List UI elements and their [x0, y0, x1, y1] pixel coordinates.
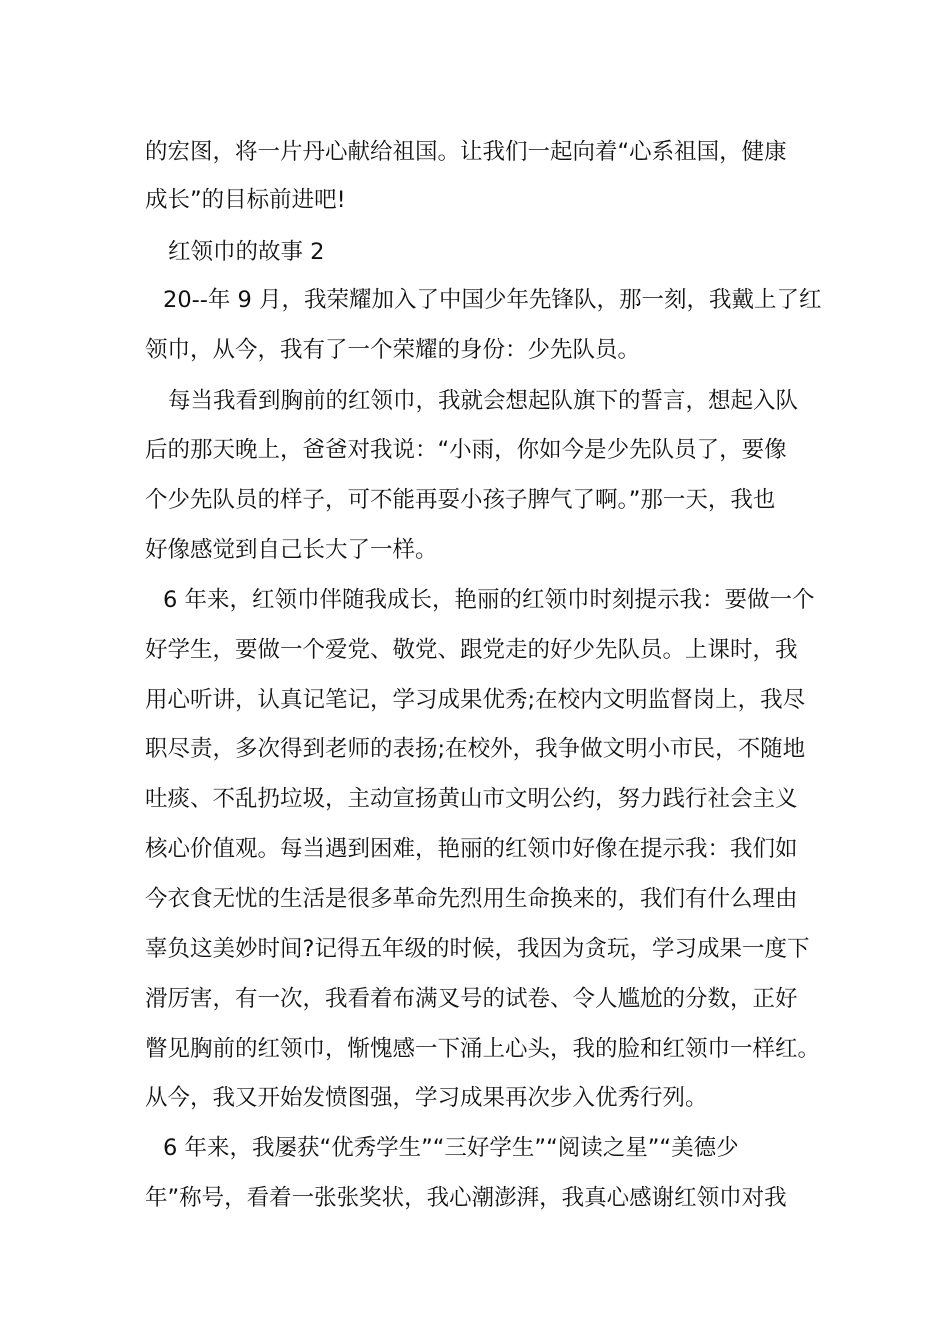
paragraph-line: 今衣食无忧的生活是很多革命先烈用生命换来的，我们有什么理由	[145, 886, 798, 912]
paragraph-line: 年”称号，看着一张张奖状，我心潮澎湃，我真心感谢红领巾对我	[145, 1185, 787, 1211]
paragraph-line: 个少先队员的样子，可不能再耍小孩子脾气了啊。”那一天，我也	[145, 487, 776, 513]
paragraph-line: 好学生，要做一个爱党、敬党、跟党走的好少先队员。上课时，我	[145, 637, 798, 663]
paragraph-line: 职尽责，多次得到老师的表扬;在校外，我争做文明小市民，不随地	[145, 736, 806, 762]
paragraph-line: 6 年来，红领巾伴随我成长，艳丽的红领巾时刻提示我：要做一个	[163, 587, 815, 613]
paragraph-line: 辜负这美妙时间?记得五年级的时候，我因为贪玩，学习成果一度下	[145, 936, 810, 962]
paragraph-line: 每当我看到胸前的红领巾，我就会想起队旗下的誓言，想起入队	[168, 388, 799, 414]
paragraph-line: 用心听讲，认真记笔记，学习成果优秀;在校内文明监督岗上，我尽	[145, 687, 806, 713]
paragraph-line: 成长”的目标前进吧!	[145, 187, 346, 213]
paragraph-line: 20--年 9 月，我荣耀加入了中国少年先锋队，那一刻，我戴上了红	[163, 287, 822, 313]
section-heading: 红领巾的故事 2	[168, 239, 325, 265]
paragraph-line: 吐痰、不乱扔垃圾，主动宣扬黄山市文明公约，努力践行社会主义	[145, 786, 798, 812]
paragraph-line: 核心价值观。每当遇到困难，艳丽的红领巾好像在提示我：我们如	[145, 836, 798, 862]
paragraph-line: 滑厉害，有一次，我看着布满叉号的试卷、令人尴尬的分数，正好	[145, 986, 798, 1012]
paragraph-line: 6 年来，我屡获“优秀学生”“三好学生”“阅读之星”“美德少	[163, 1135, 739, 1161]
paragraph-line: 领巾，从今，我有了一个荣耀的身份：少先队员。	[145, 337, 641, 363]
paragraph-line: 瞥见胸前的红领巾，惭愧感一下涌上心头，我的脸和红领巾一样红。	[145, 1036, 821, 1062]
paragraph-line: 的宏图，将一片丹心献给祖国。让我们一起向着“心系祖国，健康	[145, 139, 787, 165]
paragraph-line: 后的那天晚上，爸爸对我说：“小雨，你如今是少先队员了，要像	[145, 437, 787, 463]
paragraph-line: 从今，我又开始发愤图强，学习成果再次步入优秀行列。	[145, 1085, 708, 1111]
paragraph-line: 好像感觉到自己长大了一样。	[145, 537, 438, 563]
